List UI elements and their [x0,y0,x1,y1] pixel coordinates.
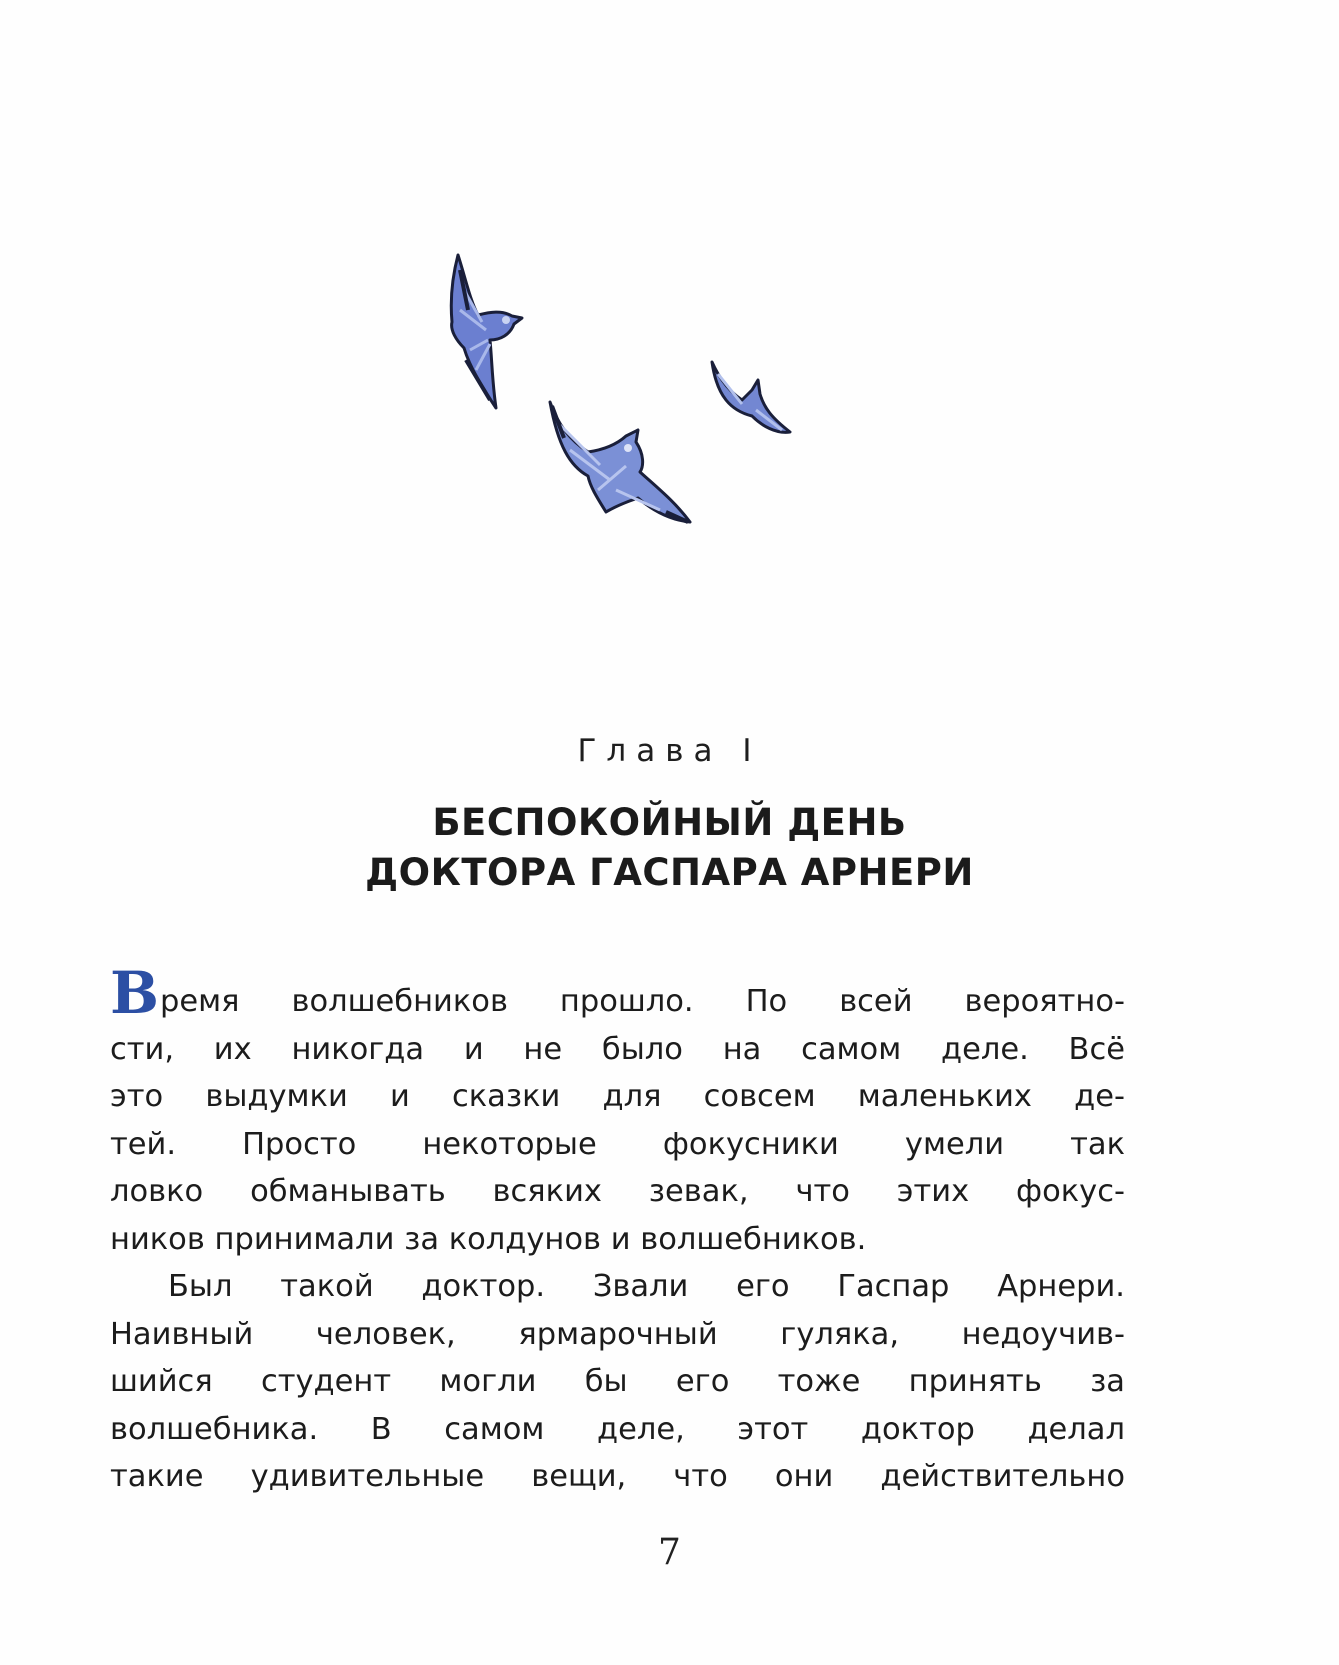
text-line: Наивный человек, ярмарочный гуляка, недоучив- [110,1316,1125,1352]
bird-icon [550,402,690,522]
chapter-title [0,798,1339,898]
text-line: волшебника. В самом деле, этот доктор делал [110,1411,1125,1447]
flying-birds-illustration [430,240,810,540]
text-line: сти, их никогда и не было на самом деле. Всё [110,1031,1125,1067]
chapter-title-line: ДОКТОРА ГАСПАРА АРНЕРИ [365,851,974,894]
text-line: тей. Просто некоторые фокусники умели так [110,1126,1125,1162]
bird-icon [712,362,790,432]
text-line [110,959,1125,1027]
text-line: такие удивительные вещи, что они действительно [110,1459,1125,1494]
text-line: ловко обманывать всяких зевак, что этих фокус- [110,1174,1125,1209]
drop-cap: В [110,959,160,1027]
text-line-content: ремя волшебников прошло. По всей вероятно- [160,984,1125,1019]
text-line: Был такой доктор. Звали его Гаспар Арнери. [168,1269,1125,1304]
text-line: шийся студент могли бы его тоже принять за [110,1364,1125,1399]
body-text [110,959,1125,1501]
chapter-label: Глава I [577,733,762,769]
chapter-title-line: БЕСПОКОЙНЫЙ ДЕНЬ [432,801,907,844]
bird-icon [451,255,522,408]
text-line: это выдумки и сказки для совсем маленьких де- [110,1079,1125,1114]
text-line: ников принимали за колдунов и волшебников. [110,1221,867,1257]
page-number: 7 [658,1532,681,1573]
